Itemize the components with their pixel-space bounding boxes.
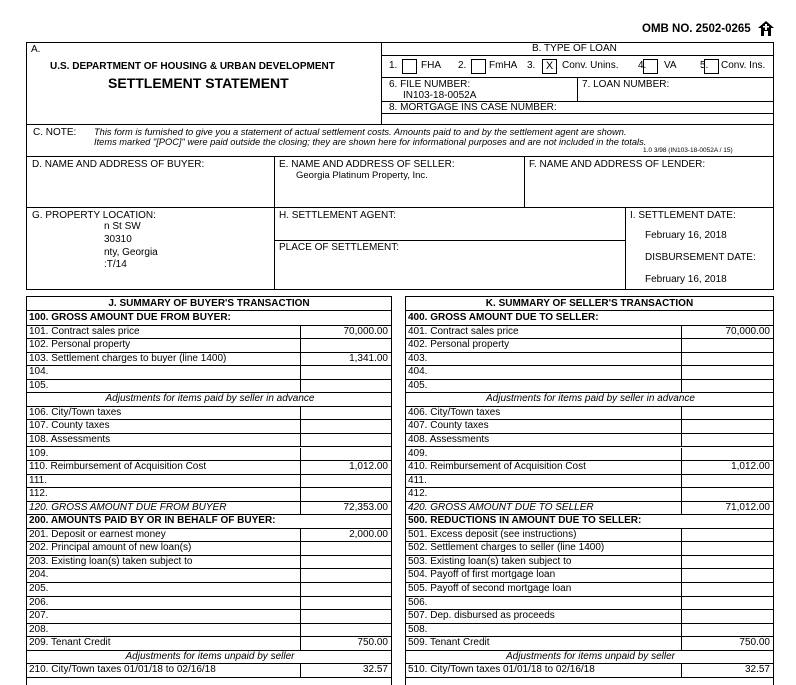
row-label: 401. Contract sales price: [406, 326, 682, 339]
loan-option-label: FmHA: [489, 60, 518, 71]
table-row: [406, 556, 773, 570]
table-row: [27, 326, 391, 340]
row-label: 204.: [27, 569, 301, 582]
row-label: 510. City/Town taxes 01/01/18 to 02/16/18: [406, 664, 682, 677]
table-row: [406, 475, 773, 489]
row-amount: [682, 569, 773, 582]
table-row: [406, 502, 773, 516]
table-row: [406, 637, 773, 651]
row-amount: 32.57: [362, 664, 388, 676]
table-row: [406, 529, 773, 543]
row-label: 112.: [27, 488, 301, 501]
note-line-1: This form is furnished to give you a statement of actual settlement costs. Amounts paid to and by the settlement agent are shown.: [94, 127, 627, 137]
row-amount: 1,012.00: [349, 461, 388, 473]
loan-option-checkbox[interactable]: X: [542, 59, 557, 74]
row-amount: 750.00: [739, 637, 770, 649]
file-number-label: 6. FILE NUMBER:: [389, 79, 471, 90]
loan-number-label: 7. LOAN NUMBER:: [582, 79, 670, 90]
row-amount: [682, 610, 773, 623]
row-amount: [682, 407, 773, 420]
place-of-settlement-label: PLACE OF SETTLEMENT:: [279, 242, 400, 253]
row-amount: [301, 448, 391, 461]
table-row: [406, 448, 773, 462]
table-row: [406, 353, 773, 367]
property-line-2: 30310: [104, 234, 132, 245]
row-label: 109.: [27, 448, 301, 461]
row-amount: 72,353.00: [343, 501, 388, 513]
row-amount: [301, 583, 391, 596]
property-location-label: G. PROPERTY LOCATION:: [32, 210, 156, 221]
row-label: 508.: [406, 624, 682, 637]
row-amount: 32.57: [744, 664, 770, 676]
row-amount: 2,000.00: [349, 528, 388, 540]
table-row: [27, 502, 391, 516]
row-label: 505. Payoff of second mortgage loan: [406, 583, 682, 596]
table-row: [27, 610, 391, 624]
table-row: [406, 597, 773, 611]
table-row: [406, 380, 773, 394]
row-amount: [682, 542, 773, 555]
row-amount: [682, 556, 773, 569]
loan-option-number: 3.: [527, 60, 536, 71]
table-row: [406, 434, 773, 448]
loan-option-label: Conv. Ins.: [721, 60, 766, 71]
table-row: [27, 488, 391, 502]
table-row: [406, 407, 773, 421]
file-number: IN103-18-0052A: [403, 90, 477, 101]
table-row: [406, 664, 773, 678]
row-label: 420. GROSS AMOUNT DUE TO SELLER: [406, 502, 682, 515]
table-row: [27, 583, 391, 597]
loan-option-number: 4.: [638, 60, 647, 71]
row-label: 107. County taxes: [27, 420, 301, 433]
row-amount: [682, 448, 773, 461]
row-label: 502. Settlement charges to seller (line 1400): [406, 542, 682, 555]
table-row: [406, 461, 773, 475]
row-label: 120. GROSS AMOUNT DUE FROM BUYER: [27, 502, 301, 515]
loan-option-checkbox[interactable]: [643, 59, 658, 74]
row-amount: [682, 583, 773, 596]
table-row: [406, 366, 773, 380]
row-amount: [301, 610, 391, 623]
row-amount: [301, 542, 391, 555]
table-row: [27, 366, 391, 380]
row-amount: [682, 353, 773, 366]
row-label: 500. REDUCTIONS IN AMOUNT DUE TO SELLER:: [408, 515, 642, 527]
row-amount: [301, 624, 391, 637]
row-amount: 1,012.00: [731, 461, 770, 473]
table-row: [406, 610, 773, 624]
row-label: 203. Existing loan(s) taken subject to: [27, 556, 301, 569]
row-label: 206.: [27, 597, 301, 610]
table-row: [406, 339, 773, 353]
table-row: [27, 393, 391, 407]
table-row: [406, 515, 773, 529]
table-row: [27, 461, 391, 475]
seller-summary-title: K. SUMMARY OF SELLER'S TRANSACTION: [406, 297, 773, 311]
row-label: 501. Excess deposit (see instructions): [406, 529, 682, 542]
table-row: [27, 420, 391, 434]
row-amount: 70,000.00: [725, 325, 770, 337]
settlement-date: February 16, 2018: [645, 230, 727, 241]
table-row: [27, 434, 391, 448]
table-row: [27, 407, 391, 421]
row-label: 103. Settlement charges to buyer (line 1400): [27, 353, 301, 366]
lender-label: F. NAME AND ADDRESS OF LENDER:: [529, 159, 706, 170]
table-row: [27, 448, 391, 462]
row-amount: [682, 624, 773, 637]
row-label: 412.: [406, 488, 682, 501]
row-amount: [682, 597, 773, 610]
row-amount: [301, 556, 391, 569]
loan-option-number: 1.: [389, 60, 398, 71]
mortgage-case-label: 8. MORTGAGE INS CASE NUMBER:: [389, 102, 557, 113]
row-amount: [301, 475, 391, 488]
section-a-label: A.: [31, 44, 41, 55]
row-label: 209. Tenant Credit: [27, 637, 301, 650]
row-label: 503. Existing loan(s) taken subject to: [406, 556, 682, 569]
row-amount: [682, 366, 773, 379]
row-amount: [301, 339, 391, 352]
row-label: 100. GROSS AMOUNT DUE FROM BUYER:: [29, 312, 231, 323]
row-label: 409.: [406, 448, 682, 461]
row-amount: [301, 366, 391, 379]
settlement-date-label: I. SETTLEMENT DATE:: [630, 210, 736, 221]
table-row: [406, 542, 773, 556]
table-row: [406, 488, 773, 502]
table-row: [27, 475, 391, 489]
row-amount: [682, 488, 773, 501]
row-label: 210. City/Town taxes 01/01/18 to 02/16/18: [27, 664, 301, 677]
seller-summary-panel: [405, 296, 774, 685]
row-label: Adjustments for items unpaid by seller: [506, 650, 675, 662]
table-row: [27, 624, 391, 638]
row-label: 200. AMOUNTS PAID BY OR IN BEHALF OF BUYER:: [29, 515, 276, 527]
row-label: 101. Contract sales price: [27, 326, 301, 339]
row-label: 411.: [406, 475, 682, 488]
row-amount: [301, 488, 391, 501]
row-amount: 750.00: [357, 637, 388, 649]
row-label: 408. Assessments: [406, 434, 682, 447]
row-label: 208.: [27, 624, 301, 637]
department-name: U.S. DEPARTMENT OF HOUSING & URBAN DEVELOPMENT: [50, 61, 335, 72]
property-line-3: nty, Georgia: [104, 247, 158, 258]
settlement-agent-label: H. SETTLEMENT AGENT:: [279, 210, 397, 221]
row-label: 105.: [27, 380, 301, 393]
property-line-4: :T/14: [104, 259, 127, 270]
row-label: 406. City/Town taxes: [406, 407, 682, 420]
row-label: 207.: [27, 610, 301, 623]
buyer-label: D. NAME AND ADDRESS OF BUYER:: [32, 159, 205, 170]
row-label: 507. Dep. disbursed as proceeds: [406, 610, 682, 623]
row-amount: [682, 339, 773, 352]
row-amount: [301, 407, 391, 420]
row-amount: [301, 380, 391, 393]
row-label: 102. Personal property: [27, 339, 301, 352]
loan-option-label: FHA: [421, 60, 441, 71]
table-row: [406, 420, 773, 434]
row-label: Adjustments for items unpaid by seller: [125, 650, 295, 662]
row-amount: 71,012.00: [725, 501, 770, 513]
table-row: [27, 637, 391, 651]
table-row: [27, 529, 391, 543]
row-label: 201. Deposit or earnest money: [27, 529, 301, 542]
table-row: [406, 393, 773, 407]
buyer-summary-title: J. SUMMARY OF BUYER'S TRANSACTION: [27, 297, 391, 311]
row-label: 202. Principal amount of new loan(s): [27, 542, 301, 555]
table-row: [27, 312, 391, 326]
seller-label: E. NAME AND ADDRESS OF SELLER:: [279, 159, 455, 170]
loan-option-number: 2.: [458, 60, 467, 71]
table-row: [27, 556, 391, 570]
row-label: 402. Personal property: [406, 339, 682, 352]
table-row: [406, 312, 773, 326]
loan-option-checkbox[interactable]: [471, 59, 486, 74]
table-row: [406, 624, 773, 638]
row-label: 403.: [406, 353, 682, 366]
row-amount: [301, 420, 391, 433]
loan-option-checkbox[interactable]: [402, 59, 417, 74]
row-label: 104.: [27, 366, 301, 379]
table-row: [27, 597, 391, 611]
row-label: 504. Payoff of first mortgage loan: [406, 569, 682, 582]
table-row: [406, 583, 773, 597]
page-title: SETTLEMENT STATEMENT: [108, 75, 289, 91]
row-label: 111.: [27, 475, 301, 488]
row-amount: [682, 420, 773, 433]
loan-option-label: Conv. Unins.: [562, 60, 619, 71]
row-label: Adjustments for items paid by seller in advance: [486, 393, 695, 405]
table-row: [27, 664, 391, 678]
note-label: C. NOTE:: [33, 127, 77, 138]
row-amount: [682, 529, 773, 542]
table-row: [27, 353, 391, 367]
table-row: [27, 339, 391, 353]
row-label: 410. Reimbursement of Acquisition Cost: [406, 461, 682, 474]
row-amount: [301, 434, 391, 447]
row-label: 108. Assessments: [27, 434, 301, 447]
row-amount: 70,000.00: [343, 325, 388, 337]
row-label: 509. Tenant Credit: [406, 637, 682, 650]
row-label: 106. City/Town taxes: [27, 407, 301, 420]
loan-option-label: VA: [664, 60, 677, 71]
row-label: 110. Reimbursement of Acquisition Cost: [27, 461, 301, 474]
row-label: 407. County taxes: [406, 420, 682, 433]
table-row: [406, 651, 773, 665]
table-row: [406, 326, 773, 340]
disbursement-date: February 16, 2018: [645, 274, 727, 285]
loan-option-checkbox[interactable]: [704, 59, 719, 74]
buyer-summary-panel: [26, 296, 392, 685]
row-amount: [301, 569, 391, 582]
row-amount: 1,341.00: [349, 352, 388, 364]
row-label: 405.: [406, 380, 682, 393]
row-label: Adjustments for items paid by seller in advance: [105, 393, 315, 405]
loan-type-title: B. TYPE OF LOAN: [532, 43, 617, 54]
row-label: 404.: [406, 366, 682, 379]
table-row: [27, 542, 391, 556]
table-row: [27, 515, 391, 529]
property-line-1: n St SW: [104, 221, 141, 232]
table-row: [27, 569, 391, 583]
note-line-2: Items marked "[POC]" were paid outside the closing; they are shown here for informational purposes and are not included in the totals.: [94, 137, 647, 147]
row-amount: [682, 434, 773, 447]
form-version: 1.0 3/98 (IN103-18-0052A / 15): [643, 147, 733, 154]
loan-option-number: 5.: [700, 60, 709, 71]
table-row: [27, 651, 391, 665]
table-row: [406, 569, 773, 583]
table-row: [27, 380, 391, 394]
row-label: 506.: [406, 597, 682, 610]
row-label: 400. GROSS AMOUNT DUE TO SELLER:: [408, 312, 599, 323]
disbursement-date-label: DISBURSEMENT DATE:: [645, 252, 756, 263]
row-label: 205.: [27, 583, 301, 596]
row-amount: [682, 475, 773, 488]
seller-name: Georgia Platinum Property, Inc.: [296, 170, 428, 181]
omb-number: OMB NO. 2502-0265: [642, 23, 751, 35]
row-amount: [301, 597, 391, 610]
hud-house-icon: [757, 20, 775, 37]
row-amount: [682, 380, 773, 393]
